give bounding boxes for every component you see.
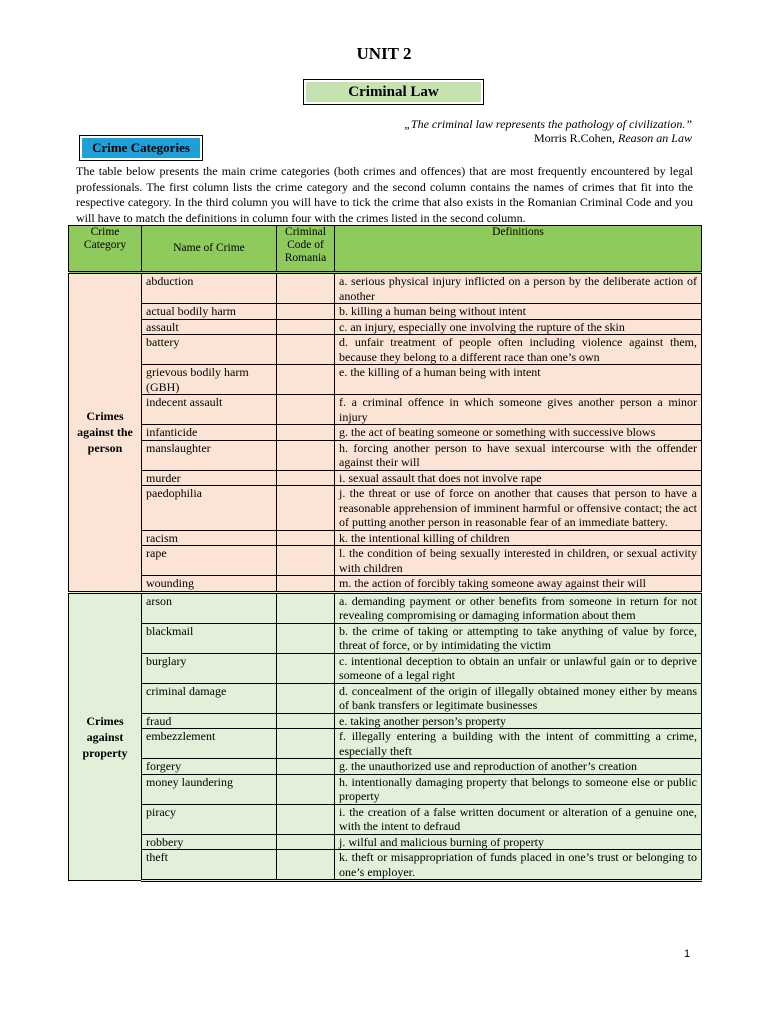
definition-cell: h. forcing another person to have sexual intercourse with the offender against their will (335, 440, 702, 470)
table-row (69, 729, 702, 759)
criminal-code-tick-cell[interactable] (277, 304, 335, 320)
criminal-code-tick-cell[interactable] (277, 850, 335, 881)
crime-name-cell: money laundering (142, 774, 277, 804)
criminal-code-tick-cell[interactable] (277, 440, 335, 470)
table-row (69, 319, 702, 335)
definition-cell: a. demanding payment or other benefits from someone in return for not revealing compromising or damaging information about them (335, 592, 702, 623)
definition-cell: k. the intentional killing of children (335, 530, 702, 546)
table-row (69, 653, 702, 683)
crime-name-cell: fraud (142, 713, 277, 729)
crime-name-cell: forgery (142, 759, 277, 775)
crime-name-cell: battery (142, 335, 277, 365)
table-row (69, 425, 702, 441)
definition-cell: b. the crime of taking or attempting to take anything of value by force, threat of force, or by intimidating the victim (335, 623, 702, 653)
crime-name-cell: rape (142, 546, 277, 576)
criminal-code-tick-cell[interactable] (277, 759, 335, 775)
criminal-code-tick-cell[interactable] (277, 576, 335, 593)
intro-paragraph: The table below presents the main crime categories (both crimes and offences) that are most frequently encountered by legal professionals. The first column lists the crime category and the second column contains the names of crimes that fit into the respective category. In the third column you will have to tick the crime that also exists in the Romanian Criminal Code and you will have to match the definitions in column four with the crimes listed in the second column. (76, 164, 693, 225)
crime-name-cell: infanticide (142, 425, 277, 441)
table-row (69, 774, 702, 804)
definition-cell: b. killing a human being without intent (335, 304, 702, 320)
header-definitions: Definitions (335, 226, 702, 273)
group-crimes-against-property (69, 592, 702, 881)
table-row (69, 592, 702, 623)
unit-title: UNIT 2 (356, 44, 412, 63)
definition-cell: k. theft or misappropriation of funds placed in one’s trust or belonging to one’s employer. (335, 850, 702, 881)
crime-name-cell: grievous bodily harm (GBH) (142, 365, 277, 395)
table-row (69, 850, 702, 881)
crime-name-cell: actual bodily harm (142, 304, 277, 320)
crime-name-cell: wounding (142, 576, 277, 593)
definition-cell: i. the creation of a false written document or alteration of a genuine one, with the intent to defraud (335, 804, 702, 834)
definition-cell: a. serious physical injury inflicted on a person by the deliberate action of another (335, 273, 702, 304)
crime-category-cell: Crimes against property (69, 592, 142, 881)
definition-cell: c. an injury, especially one involving the rupture of the skin (335, 319, 702, 335)
crime-name-cell: embezzlement (142, 729, 277, 759)
crime-name-cell: criminal damage (142, 683, 277, 713)
definition-cell: j. the threat or use of force on another that causes that person to have a reasonable apprehension of imminent harmful or offensive contact; the act of putting another person in reasonable fear of an immediate battery. (335, 486, 702, 531)
criminal-code-tick-cell[interactable] (277, 319, 335, 335)
table-row (69, 713, 702, 729)
page-number: 1 (684, 948, 691, 960)
criminal-code-tick-cell[interactable] (277, 335, 335, 365)
table-row (69, 804, 702, 834)
criminal-code-tick-cell[interactable] (277, 653, 335, 683)
crime-name-cell: paedophilia (142, 486, 277, 531)
definition-cell: f. a criminal offence in which someone gives another person a minor injury (335, 395, 702, 425)
table-row (69, 546, 702, 576)
crime-name-cell: theft (142, 850, 277, 881)
crime-name-cell: abduction (142, 273, 277, 304)
epigraph-work: Reason an Law (617, 131, 692, 145)
definition-cell: g. the unauthorized use and reproduction of another’s creation (335, 759, 702, 775)
criminal-code-tick-cell[interactable] (277, 365, 335, 395)
definition-cell: m. the action of forcibly taking someone away against their will (335, 576, 702, 593)
crime-name-cell: racism (142, 530, 277, 546)
header-criminal-code: Criminal Code of Romania (277, 226, 335, 273)
criminal-code-tick-cell[interactable] (277, 486, 335, 531)
crime-name-cell: manslaughter (142, 440, 277, 470)
table-row (69, 440, 702, 470)
definition-cell: d. concealment of the origin of illegally obtained money either by means of bank transfers or legitimate businesses (335, 683, 702, 713)
table-row (69, 365, 702, 395)
table-row (69, 395, 702, 425)
definition-cell: g. the act of beating someone or something with successive blows (335, 425, 702, 441)
table-row (69, 759, 702, 775)
epigraph-text: „The criminal law represents the pathology of civilization.” (404, 117, 692, 131)
epigraph-author (292, 131, 692, 145)
criminal-code-tick-cell[interactable] (277, 546, 335, 576)
section-title: Criminal Law (306, 82, 481, 102)
table-row (69, 335, 702, 365)
criminal-code-tick-cell[interactable] (277, 425, 335, 441)
criminal-code-tick-cell[interactable] (277, 592, 335, 623)
criminal-code-tick-cell[interactable] (277, 683, 335, 713)
definition-cell: c. intentional deception to obtain an unfair or unlawful gain or to deprive someone of a legal right (335, 653, 702, 683)
epigraph (292, 117, 692, 145)
crime-name-cell: murder (142, 470, 277, 486)
crime-name-cell: arson (142, 592, 277, 623)
header-name-of-crime: Name of Crime (142, 226, 277, 273)
crime-name-cell: robbery (142, 834, 277, 850)
group-crimes-against-person (69, 273, 702, 593)
crime-table (68, 225, 702, 882)
crime-name-cell: assault (142, 319, 277, 335)
definition-cell: f. illegally entering a building with the intent of committing a crime, especially theft (335, 729, 702, 759)
definition-cell: d. unfair treatment of people often including violence against them, because they belong to a different race than one’s own (335, 335, 702, 365)
crime-name-cell: burglary (142, 653, 277, 683)
table-row (69, 834, 702, 850)
table-row (69, 576, 702, 593)
criminal-code-tick-cell[interactable] (277, 713, 335, 729)
definition-cell: e. taking another person’s property (335, 713, 702, 729)
criminal-code-tick-cell[interactable] (277, 834, 335, 850)
section-title-box (303, 79, 484, 105)
definition-cell: e. the killing of a human being with intent (335, 365, 702, 395)
table-row (69, 486, 702, 531)
criminal-code-tick-cell[interactable] (277, 470, 335, 486)
table-row (69, 273, 702, 304)
criminal-code-tick-cell[interactable] (277, 774, 335, 804)
category-heading: Crime Categories (82, 138, 200, 158)
epigraph-author-name: Morris R.Cohen, (533, 131, 618, 145)
crime-category-cell: Crimes against the person (69, 273, 142, 593)
table-row (69, 683, 702, 713)
crime-name-cell: piracy (142, 804, 277, 834)
category-heading-box (79, 135, 203, 161)
criminal-code-tick-cell[interactable] (277, 804, 335, 834)
header-crime-category: Crime Category (69, 226, 142, 273)
table-row (69, 623, 702, 653)
definition-cell: h. intentionally damaging property that belongs to someone else or public property (335, 774, 702, 804)
criminal-code-tick-cell[interactable] (277, 623, 335, 653)
table-row (69, 470, 702, 486)
definition-cell: i. sexual assault that does not involve rape (335, 470, 702, 486)
definition-cell: j. wilful and malicious burning of property (335, 834, 702, 850)
criminal-code-tick-cell[interactable] (277, 530, 335, 546)
table-header-row (69, 226, 702, 273)
criminal-code-tick-cell[interactable] (277, 729, 335, 759)
table-row (69, 530, 702, 546)
crime-name-cell: indecent assault (142, 395, 277, 425)
definition-cell: l. the condition of being sexually interested in children, or sexual activity with children (335, 546, 702, 576)
crime-name-cell: blackmail (142, 623, 277, 653)
criminal-code-tick-cell[interactable] (277, 395, 335, 425)
table-row (69, 304, 702, 320)
criminal-code-tick-cell[interactable] (277, 273, 335, 304)
